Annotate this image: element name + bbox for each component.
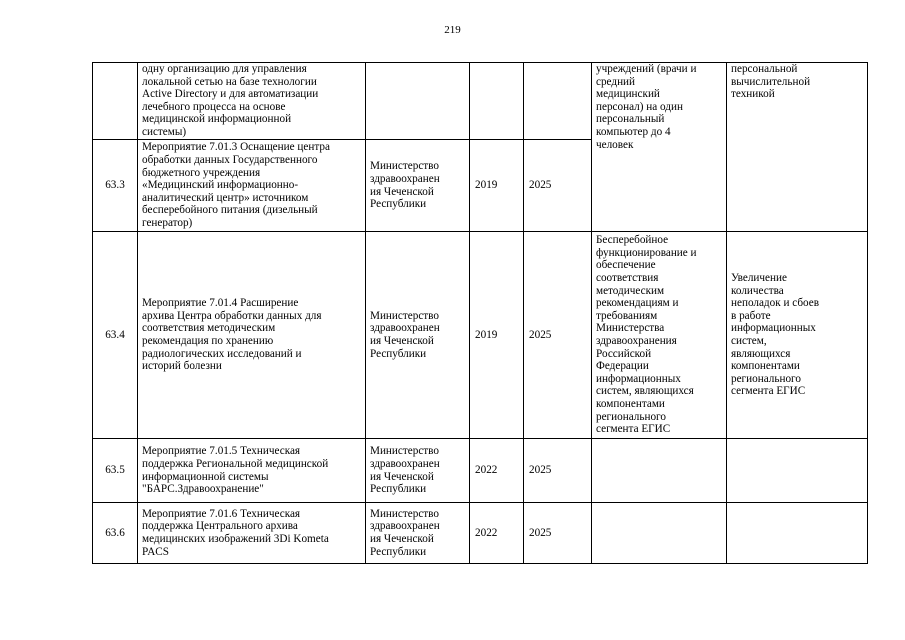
row-number-cell: 63.4	[93, 232, 138, 439]
event-cell: одну организацию для управления локальной сетью на базе технологии Active Directory и для автоматизации лечебного процесса на основе медицинской информационной системы)	[138, 63, 366, 140]
indicator-cell: Увеличение количества неполадок и сбоев в работе информационных систем, являющихся компонентами регионального сегмента ЕГИС	[727, 232, 868, 439]
activities-table	[92, 62, 868, 564]
event-cell: Мероприятие 7.01.6 Техническая поддержка Центрального архива медицинских изображений 3Di Kometa PACS	[138, 503, 366, 564]
event-cell: Мероприятие 7.01.5 Техническая поддержка Региональной медицинской информационной системы "БАРС.Здравоохранение"	[138, 439, 366, 503]
start-year-cell: 2019	[470, 140, 524, 232]
table-row	[93, 232, 868, 439]
page-number: 219	[444, 24, 461, 36]
end-year-cell: 2025	[524, 503, 592, 564]
event-cell: Мероприятие 7.01.3 Оснащение центра обработки данных Государственного бюджетного учреждения «Медицинский информационно- аналитический центр» источником бесперебойного питания (дизельный генератор)	[138, 140, 366, 232]
table-row	[93, 439, 868, 503]
result-cell	[592, 503, 727, 564]
row-number-cell: 63.6	[93, 503, 138, 564]
row-number-cell: 63.3	[93, 140, 138, 232]
result-cell	[592, 439, 727, 503]
indicator-cell: персональной вычислительной техникой	[727, 63, 868, 232]
end-year-cell	[524, 63, 592, 140]
row-number-cell: 63.5	[93, 439, 138, 503]
executor-cell: Министерство здравоохранен ия Чеченской Республики	[366, 439, 470, 503]
start-year-cell	[470, 63, 524, 140]
result-cell: учреждений (врачи и средний медицинский персонал) на один персональный компьютер до 4 человек	[592, 63, 727, 232]
end-year-cell: 2025	[524, 439, 592, 503]
start-year-cell: 2022	[470, 439, 524, 503]
event-cell: Мероприятие 7.01.4 Расширение архива Центра обработки данных для соответствия методическим рекомендация по хранению радиологических исследований и историй болезни	[138, 232, 366, 439]
indicator-cell	[727, 503, 868, 564]
table-row	[93, 503, 868, 564]
end-year-cell: 2025	[524, 232, 592, 439]
executor-cell	[366, 63, 470, 140]
row-number-cell	[93, 63, 138, 140]
executor-cell: Министерство здравоохранен ия Чеченской Республики	[366, 503, 470, 564]
end-year-cell: 2025	[524, 140, 592, 232]
start-year-cell: 2019	[470, 232, 524, 439]
executor-cell: Министерство здравоохранен ия Чеченской Республики	[366, 232, 470, 439]
executor-cell: Министерство здравоохранен ия Чеченской Республики	[366, 140, 470, 232]
result-cell: Бесперебойное функционирование и обеспечение соответствия методическим рекомендациям и требованиям Министерства здравоохранения Российской Федерации информационных систем, являющихся компонентами регионального сегмента ЕГИС	[592, 232, 727, 439]
start-year-cell: 2022	[470, 503, 524, 564]
indicator-cell	[727, 439, 868, 503]
table-row	[93, 63, 868, 140]
